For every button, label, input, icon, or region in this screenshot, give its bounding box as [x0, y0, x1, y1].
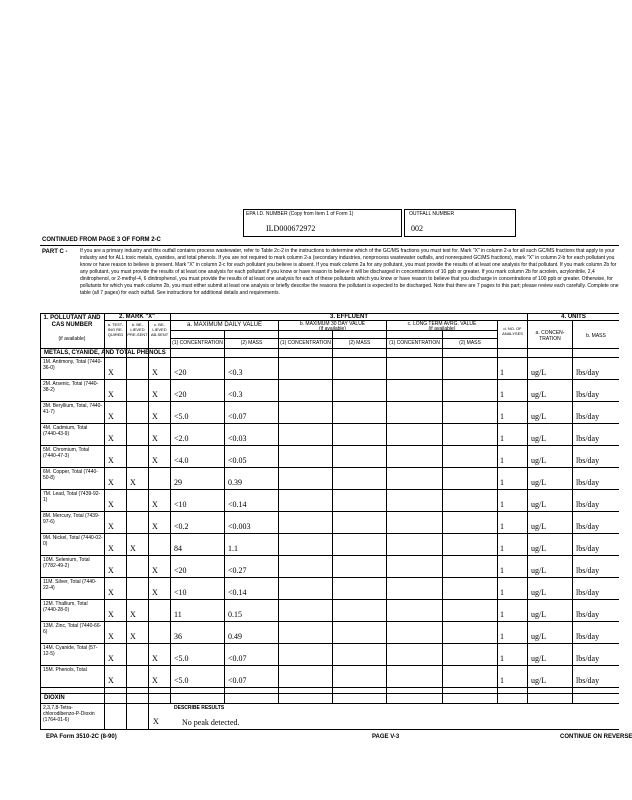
- dioxin-results: No peak detected.: [182, 718, 240, 727]
- believed-absent-mark: X: [152, 368, 158, 377]
- number-of-analyses: 1: [500, 434, 504, 443]
- col-2c-header: c. BE-LIEVED AB-SENT: [150, 322, 169, 337]
- divider: [442, 330, 443, 703]
- pollutant-name: 3M. Beryllium, Total, 7440-41-7): [43, 403, 103, 415]
- concentration-unit: ug/L: [531, 566, 547, 575]
- testing-required-mark: X: [108, 588, 114, 597]
- pollutant-name: 10M. Selenium, Total (7782-49-2): [43, 557, 90, 569]
- col-3b2-header: (2) MASS: [348, 340, 371, 346]
- max-daily-concentration: <0.2: [174, 522, 189, 531]
- testing-required-mark: X: [108, 478, 114, 487]
- row-divider: [40, 511, 619, 512]
- mass-unit: lbs/day: [576, 478, 600, 487]
- row-divider: [40, 555, 619, 556]
- number-of-analyses: 1: [500, 676, 504, 685]
- divider: [40, 693, 619, 694]
- number-of-analyses: 1: [500, 390, 504, 399]
- testing-required-mark: X: [108, 676, 114, 685]
- col-3c-header: c. LONG TERM AVRG. VALUE: [407, 321, 477, 327]
- pollutant-name: 12M. Thallium, Total (7440-28-0): [43, 601, 88, 613]
- number-of-analyses: 1: [500, 632, 504, 641]
- outfall-box: [404, 209, 516, 237]
- max-daily-mass: <0.3: [228, 368, 243, 377]
- concentration-unit: ug/L: [531, 456, 547, 465]
- col-3c1-header: (1) CONCENTRATION: [389, 340, 440, 346]
- col-units-header: 4. UNITS: [561, 314, 586, 320]
- epa-id-value: ILD000672972: [266, 224, 316, 233]
- row-divider: [40, 599, 619, 600]
- believed-absent-mark: X: [152, 434, 158, 443]
- testing-required-mark: X: [108, 368, 114, 377]
- believed-absent-mark: X: [152, 588, 158, 597]
- believed-absent-mark: X: [152, 676, 158, 685]
- pollutant-name: 5M. Chromium, Total (7440-47-3): [43, 447, 90, 459]
- believed-absent-mark: X: [152, 500, 158, 509]
- mass-unit: lbs/day: [576, 456, 600, 465]
- max-daily-concentration: <20: [174, 368, 187, 377]
- col-4a-header: a. CONCEN-TRATION: [535, 330, 565, 342]
- testing-required-mark: X: [108, 632, 114, 641]
- col-3a2-header: (2) MASS: [240, 340, 263, 346]
- form-number: EPA Form 3510-2C (8-90): [46, 734, 117, 740]
- number-of-analyses: 1: [500, 544, 504, 553]
- col-3b1-header: (1) CONCENTRATION: [280, 340, 331, 346]
- mass-unit: lbs/day: [576, 390, 600, 399]
- max-daily-mass: 0.39: [228, 478, 242, 487]
- col-4b-header: b. MASS: [586, 333, 606, 339]
- concentration-unit: ug/L: [531, 588, 547, 597]
- max-daily-concentration: <10: [174, 588, 187, 597]
- concentration-unit: ug/L: [531, 478, 547, 487]
- row-divider: [40, 489, 619, 490]
- testing-required-mark: X: [108, 434, 114, 443]
- number-of-analyses: 1: [500, 368, 504, 377]
- pollutant-name: 13M. Zinc, Total (7440-66-6): [43, 623, 102, 635]
- pollutant-name: 11M. Silver, Total (7440-22-4): [43, 579, 97, 591]
- divider: [40, 313, 41, 729]
- row-divider: [40, 445, 619, 446]
- row-divider: [40, 379, 619, 380]
- concentration-unit: ug/L: [531, 434, 547, 443]
- mass-unit: lbs/day: [576, 522, 600, 531]
- part-c-instructions: If you are a primary industry and this outfall contains process wastewater, refer to Table 2c-2 in the instructions to determine which of the GC/MS fractions you must test for. Mark "X" in column 2-a for all such GC/MS fractions that apply to your industry and for ALL toxic metals, cyanides, and total phenols. If you are not required to mark column 2-a (secondary industries, nonprocess wastewater outfalls, and nonrequired GC/MS fractions), mark "X" in column 2-b for each pollutant you know or have reason to believe is present. Mark "X" in column 2-c for each pollutant you believe is absent. If you mark column 2a for any pollutant, you must provide the results of at least one analysis for that pollutant. If you mark column 2b for any pollutant, you must provide the results of at least one analysis for each pollutant if you know or have reason to believe it will be discharged in concentrations of 10 ppb or greater. If you mark column 2b for acrolein, acrylonitrile, 2,4 dinitrophenol, or 2-methyl-4, 6 dinitrophenol, you must provide the results of at least one analysis for each of these pollutants which you know or have reason to believe that you discharge in concentrations of 100 ppb or greater. Otherwise, for pollutants for which you mark column 2b, you must either submit at least one analysis or briefly describe the reasons the pollutant is expected to be discharged. Note that there are 7 pages to this part; please review each carefully. Complete one table (all 7 pages) for each outfall. See instructions for additional details and requirements.: [80, 248, 619, 296]
- col-3c-sub: (if available): [428, 326, 456, 332]
- number-of-analyses: 1: [500, 478, 504, 487]
- pollutant-name: 15M. Phenols, Total: [43, 667, 87, 673]
- col-3a-header: a. MAXIMUM DAILY VALUE: [186, 322, 263, 328]
- col-3c2-header: (2) MASS: [459, 340, 481, 346]
- outfall-value: 002: [411, 224, 423, 233]
- testing-required-mark: X: [108, 566, 114, 575]
- max-daily-mass: 0.15: [228, 610, 242, 619]
- max-daily-concentration: <10: [174, 500, 187, 509]
- max-daily-concentration: 11: [174, 610, 182, 619]
- number-of-analyses: 1: [500, 610, 504, 619]
- mass-unit: lbs/day: [576, 610, 600, 619]
- concentration-unit: ug/L: [531, 544, 547, 553]
- col-3b-header: b. MAXIMUM 30 DAY VALUE: [299, 321, 366, 327]
- max-daily-mass: 1.1: [228, 544, 238, 553]
- testing-required-mark: X: [108, 456, 114, 465]
- epa-id-label: EPA I.D. NUMBER (Copy from Item 1 of Form 1): [246, 211, 354, 217]
- concentration-unit: ug/L: [531, 368, 547, 377]
- believed-present-mark: X: [130, 478, 136, 487]
- section-metals: METALS, CYANIDE, AND TOTAL PHENOLS: [44, 350, 166, 356]
- pollutant-name: 7M. Lead, Total (7439-92-1): [43, 491, 101, 503]
- divider: [170, 338, 497, 339]
- mass-unit: lbs/day: [576, 434, 600, 443]
- epa-id-box: [243, 209, 402, 237]
- max-daily-concentration: <5.0: [174, 654, 189, 663]
- testing-required-mark: X: [108, 522, 114, 531]
- pollutant-name: 4M. Cadmium, Total (7440-43-9): [43, 425, 88, 437]
- number-of-analyses: 1: [500, 522, 504, 531]
- concentration-unit: ug/L: [531, 500, 547, 509]
- concentration-unit: ug/L: [531, 412, 547, 421]
- number-of-analyses: 1: [500, 566, 504, 575]
- believed-present-mark: X: [130, 610, 136, 619]
- mass-unit: lbs/day: [576, 368, 600, 377]
- max-daily-mass: <0.14: [228, 500, 247, 509]
- mass-unit: lbs/day: [576, 544, 600, 553]
- number-of-analyses: 1: [500, 500, 504, 509]
- believed-absent-mark: X: [152, 654, 158, 663]
- mass-unit: lbs/day: [576, 654, 600, 663]
- row-divider: [40, 643, 619, 644]
- pollutant-name: 14M. Cyanide, Total (57-12-5): [43, 645, 98, 657]
- max-daily-concentration: <5.0: [174, 412, 189, 421]
- max-daily-concentration: <5.0: [174, 676, 189, 685]
- outfall-label: OUTFALL NUMBER: [409, 211, 455, 217]
- max-daily-concentration: 29: [174, 478, 182, 487]
- mass-unit: lbs/day: [576, 676, 600, 685]
- pollutant-name: 6M. Copper, Total (7440-50-8): [43, 469, 98, 481]
- row-divider: [40, 467, 619, 468]
- concentration-unit: ug/L: [531, 610, 547, 619]
- mass-unit: lbs/day: [576, 500, 600, 509]
- testing-required-mark: X: [108, 500, 114, 509]
- max-daily-concentration: <4.0: [174, 456, 189, 465]
- believed-absent-mark: X: [152, 522, 158, 531]
- divider: [332, 330, 333, 703]
- max-daily-mass: 0.49: [228, 632, 242, 641]
- mass-unit: lbs/day: [576, 588, 600, 597]
- mass-unit: lbs/day: [576, 566, 600, 575]
- col-3b-sub: (if available): [319, 326, 346, 332]
- max-daily-concentration: <2.0: [174, 434, 189, 443]
- testing-required-mark: X: [108, 544, 114, 553]
- pollutant-name: 1M. Antimony, Total (7440-36-0): [43, 359, 103, 371]
- concentration-unit: ug/L: [531, 676, 547, 685]
- section-dioxin: DIOXIN: [44, 695, 65, 701]
- max-daily-mass: <0.3: [228, 390, 243, 399]
- row-divider: [40, 687, 619, 688]
- divider: [40, 703, 619, 704]
- divider: [104, 313, 105, 729]
- dioxin-results-label: DESCRIBE RESULTS: [174, 705, 225, 711]
- col-2a-header: a. TEST-ING RE-QUIRED: [107, 322, 124, 337]
- max-daily-mass: <0.03: [228, 434, 247, 443]
- mass-unit: lbs/day: [576, 632, 600, 641]
- believed-present-mark: X: [130, 544, 136, 553]
- testing-required-mark: X: [108, 610, 114, 619]
- max-daily-mass: <0.003: [228, 522, 251, 531]
- divider: [148, 320, 149, 729]
- col-pollutant-header: 1. POLLUTANT AND CAS NUMBER: [43, 315, 101, 328]
- concentration-unit: ug/L: [531, 390, 547, 399]
- number-of-analyses: 1: [500, 588, 504, 597]
- divider: [224, 330, 225, 703]
- mass-unit: lbs/day: [576, 412, 600, 421]
- believed-absent-mark: X: [152, 566, 158, 575]
- part-c-label: PART C -: [42, 249, 68, 255]
- row-divider: [40, 423, 619, 424]
- row-divider: [40, 401, 619, 402]
- max-daily-concentration: <20: [174, 390, 187, 399]
- max-daily-mass: <0.07: [228, 654, 247, 663]
- row-divider: [40, 665, 619, 666]
- pollutant-name: 2M. Arsenic, Total (7440-38-2): [43, 381, 99, 393]
- number-of-analyses: 1: [500, 654, 504, 663]
- divider: [40, 729, 619, 730]
- testing-required-mark: X: [108, 390, 114, 399]
- divider: [40, 245, 619, 246]
- believed-absent-mark: X: [152, 412, 158, 421]
- number-of-analyses: 1: [500, 456, 504, 465]
- testing-required-mark: X: [108, 412, 114, 421]
- max-daily-concentration: 84: [174, 544, 182, 553]
- page-number: PAGE V-3: [372, 734, 400, 740]
- number-of-analyses: 1: [500, 412, 504, 421]
- dioxin-absent-mark: X: [153, 717, 159, 726]
- divider: [170, 313, 171, 703]
- row-divider: [40, 533, 619, 534]
- continue-note: CONTINUE ON REVERSE: [560, 734, 632, 740]
- concentration-unit: ug/L: [531, 522, 547, 531]
- col-3a1-header: (1) CONCENTRATION: [172, 340, 223, 346]
- col-2b-header: b. BE-LIEVED PRE-SENT: [127, 322, 148, 337]
- believed-absent-mark: X: [152, 390, 158, 399]
- max-daily-mass: <0.14: [228, 588, 247, 597]
- max-daily-mass: <0.05: [228, 456, 247, 465]
- max-daily-concentration: <20: [174, 566, 187, 575]
- pollutant-name: 9M. Nickel, Total (7440-02-0): [43, 535, 103, 547]
- max-daily-mass: <0.07: [228, 676, 247, 685]
- divider: [527, 313, 528, 703]
- row-divider: [40, 577, 619, 578]
- col-mark-header: 2. MARK "X": [118, 314, 156, 320]
- testing-required-mark: X: [108, 654, 114, 663]
- row-divider: [40, 621, 619, 622]
- col-3d-header: d. NO. OF ANALYSES: [502, 326, 523, 336]
- believed-absent-mark: X: [152, 456, 158, 465]
- max-daily-mass: <0.27: [228, 566, 247, 575]
- max-daily-concentration: 36: [174, 632, 182, 641]
- col-effluent-header: 3. EFFLUENT: [329, 314, 368, 320]
- divider: [126, 320, 127, 729]
- concentration-unit: ug/L: [531, 654, 547, 663]
- continued-note: CONTINUED FROM PAGE 3 OF FORM 2-C: [42, 237, 161, 243]
- max-daily-mass: <0.07: [228, 412, 247, 421]
- col-pollutant-sub: (if available): [58, 336, 86, 342]
- dioxin-name: 2,3,7,8-Tetra-chlorodibenzo-P-Dioxin (1764-01-6): [43, 705, 95, 723]
- believed-present-mark: X: [130, 632, 136, 641]
- pollutant-name: 8M. Mercury, Total (7439-97-6): [43, 513, 100, 525]
- concentration-unit: ug/L: [531, 632, 547, 641]
